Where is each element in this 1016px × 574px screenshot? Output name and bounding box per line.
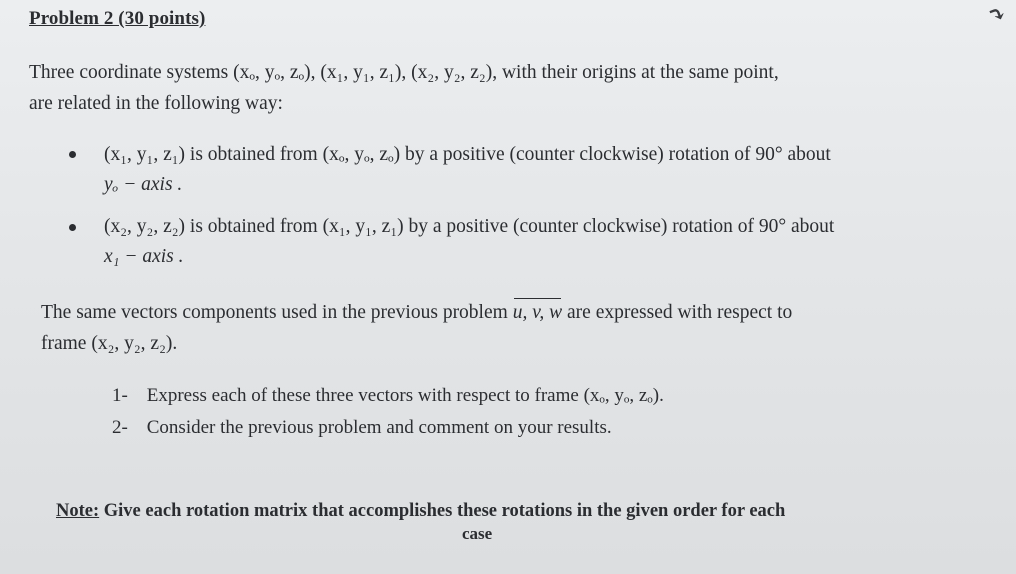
bullet-line-2: yₒ − axis . (104, 174, 183, 195)
task-item (112, 412, 664, 444)
bullet-line-2: x₁ − axis . (104, 246, 184, 267)
intro-paragraph (29, 57, 959, 119)
vector-names: u, v, w (513, 297, 562, 328)
note-paragraph (56, 498, 956, 524)
para2-line-1 (41, 297, 941, 328)
task-list (112, 380, 664, 444)
vectors-paragraph (41, 297, 941, 359)
bullet-item (104, 212, 944, 272)
task-number: 2- (112, 417, 128, 438)
para2-text-before: The same vectors components used in the previous problem (41, 302, 508, 323)
para2-line-2: frame (x₂, y₂, z₂). (41, 333, 178, 354)
problem-title: Problem 2 (30 points) (29, 8, 206, 29)
bullet-line-1: (x₂, y₂, z₂) is obtained from (x₁, y₁, z₁) by a positive (counter clockwise) rotation of 90° about (104, 216, 835, 237)
para2-text-after: are expressed with respect to (567, 302, 793, 323)
corner-mark-icon: ⤵ (983, 0, 1010, 30)
bullet-line-1: (x₁, y₁, z₁) is obtained from (xₒ, yₒ, zₒ) by a positive (counter clockwise) rotation of 90° about (104, 144, 831, 165)
task-text: Express each of these three vectors with respect to frame (xₒ, yₒ, zₒ). (146, 385, 664, 406)
intro-line-2: are related in the following way: (29, 93, 283, 114)
task-number: 1- (112, 385, 128, 406)
bullet-item (104, 140, 944, 200)
bullet-dot-icon (69, 224, 76, 231)
intro-line-1: Three coordinate systems (xₒ, yₒ, zₒ), (x₁, y₁, z₁), (x₂, y₂, z₂), with their origins at the same point, (29, 62, 779, 83)
note-label: Note: (56, 501, 100, 521)
note-text: Give each rotation matrix that accomplishes these rotations in the given order for each (99, 501, 786, 521)
bullet-dot-icon (69, 151, 76, 158)
note-line-2: case (462, 524, 493, 543)
task-text: Consider the previous problem and comment on your results. (146, 417, 612, 438)
task-item (112, 380, 664, 412)
